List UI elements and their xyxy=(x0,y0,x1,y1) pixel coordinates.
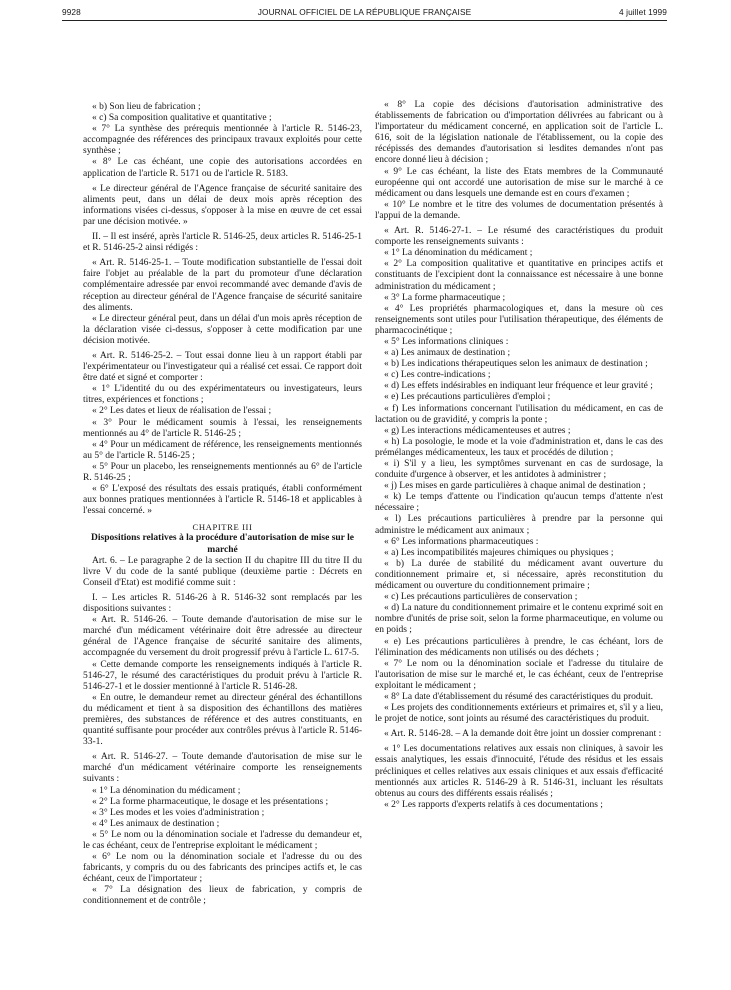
paragraph: Art. 6. – Le paragraphe 2 de la section II du chapitre III du titre II du livre V du code de la santé publique (deuxième partie : Décrets en Conseil d'Etat) est modifié comme suit : xyxy=(83,555,362,588)
paragraph: « c) Sa composition qualitative et quantitative ; xyxy=(92,113,272,124)
chapter-heading: CHAPITRE III xyxy=(192,522,253,533)
paragraph: « 7° Le nom ou la dénomination sociale et l'adresse du titulaire de l'autorisation de mise sur le marché et, le cas échéant, ceux de l'entreprise exploitant le médicament ; xyxy=(375,658,663,691)
paragraph: « h) La posologie, le mode et la voie d'administration et, dans le cas des prémélanges médicamenteux, les taux et procédés de dilution ; xyxy=(375,436,663,458)
paragraph: « 6° L'exposé des résultats des essais pratiqués, établi conformément aux bonnes pratiques mentionnées à l'article R. 5146-18 et applicables à l'essai concerné. » xyxy=(83,484,362,517)
paragraph: « c) Les précautions particulières de conservation ; xyxy=(384,592,578,603)
paragraph: « Les projets des conditionnements extérieurs et primaires et, s'il y a lieu, le projet de notice, sont joints au résumé des caractéristiques du produit. xyxy=(375,703,663,725)
paragraph: « 2° La composition qualitative et quantitative en principes actifs et constituants de l'excipient dont la connaissance est nécessaire à une bonne administration du médicament ; xyxy=(375,259,663,292)
paragraph: « 4° Pour un médicament de référence, les renseignements mentionnés au 5° de l'article R. 5146-25 ; xyxy=(83,439,362,461)
paragraph: « 8° Le cas échéant, une copie des autorisations accordées en application de l'article R. 5171 ou de l'article R. 5183. xyxy=(83,157,362,179)
publication-date: 4 juillet 1999 xyxy=(619,7,667,17)
paragraph: « 6° Les informations pharmaceutiques : xyxy=(384,536,539,547)
paragraph: « 2° Les rapports d'experts relatifs à ces documentations ; xyxy=(384,799,603,810)
paragraph: « c) Les contre-indications ; xyxy=(384,370,491,381)
page-number: 9928 xyxy=(62,7,81,17)
paragraph: « 1° La dénomination du médicament ; xyxy=(92,785,241,796)
paragraph: « 5° Le nom ou la dénomination sociale et l'adresse du demandeur et, le cas échéant, ceux de l'entreprise exploitant le médicament ; xyxy=(83,829,362,851)
right-column xyxy=(375,100,663,811)
paragraph: « f) Les informations concernant l'utilisation du médicament, en cas de lactation ou de gravidité, y compris la ponte ; xyxy=(375,403,663,425)
paragraph: « 5° Pour un placebo, les renseignements mentionnés au 6° de l'article R. 5146-25 ; xyxy=(83,461,362,483)
paragraph: « e) Les précautions particulières d'emploi ; xyxy=(384,392,551,403)
paragraph: « 3° Pour le médicament soumis à l'essai, les renseignements mentionnés au 4° de l'article R. 5146-25 ; xyxy=(83,417,362,439)
paragraph: « Art. R. 5146-26. – Toute demande d'autorisation de mise sur le marché d'un médicament vétérinaire doit être adressée au directeur général de l'Agence française de sécurité sanitaire des aliments, accompagnée du versement du droit progressif prévu à l'article L. 617-5. xyxy=(83,615,362,659)
paragraph: « 5° Les informations cliniques : xyxy=(384,336,509,347)
paragraph: « 1° L'identité du ou des expérimentateurs ou investigateurs, leurs titres, expériences et fonctions ; xyxy=(83,384,362,406)
paragraph: « Le directeur général de l'Agence française de sécurité sanitaire des aliments peut, dans un délai de deux mois après réception des informations visées ci-dessus, s'opposer à la mise en œuvre de cet essai par une décision motivée. » xyxy=(83,183,362,227)
paragraph: « 3° La forme pharmaceutique ; xyxy=(384,292,506,303)
paragraph: « 4° Les propriétés pharmacologiques et, dans la mesure où ces renseignements sont utiles pour l'utilisation thérapeutique, des éléments de pharmacocinétique ; xyxy=(375,303,663,336)
paragraph: « b) Son lieu de fabrication ; xyxy=(92,102,201,112)
paragraph: « g) Les interactions médicamenteuses et autres ; xyxy=(384,425,571,436)
paragraph: « Art. R. 5146-27. – Toute demande d'autorisation de mise sur le marché d'un médicament vétérinaire comporte les renseignements suivants : xyxy=(83,752,362,785)
paragraph: « d) Les effets indésirables en indiquant leur fréquence et leur gravité ; xyxy=(384,381,653,392)
paragraph: « 7° La synthèse des prérequis mentionnée à l'article R. 5146-23, accompagnée des références des principaux travaux exploités pour cette synthèse ; xyxy=(83,124,362,157)
paragraph: « Le directeur général peut, dans un délai d'un mois après réception de la déclaration visée ci-dessus, s'opposer à cette modification par une décision motivée. xyxy=(83,313,362,346)
paragraph: « a) Les animaux de destination ; xyxy=(384,348,511,359)
header-rule xyxy=(62,20,667,21)
journal-title: JOURNAL OFFICIEL DE LA RÉPUBLIQUE FRANÇAISE xyxy=(257,7,472,17)
paragraph: « a) Les incompatibilités majeures chimiques ou physiques ; xyxy=(384,547,614,558)
paragraph: « d) La nature du conditionnement primaire et le contenu exprimé soit en nombre d'unités de prise soit, selon la forme pharmaceutique, en volume ou en poids ; xyxy=(375,603,663,636)
paragraph: « Art. R. 5146-25-1. – Toute modification substantielle de l'essai doit faire l'objet au préalable de la part du promoteur d'une déclaration complémentaire adressée par envoi recommandé avec demande d'avis de réception au directeur général de l'Agence française de sécurité sanitaire des aliments. xyxy=(83,258,362,313)
page-header xyxy=(62,7,667,21)
paragraph: II. – Il est inséré, après l'article R. 5146-25, deux articles R. 5146-25-1 et R. 5146-25-2 ainsi rédigés : xyxy=(83,232,362,254)
paragraph: « Art. R. 5146-28. – A la demande doit être joint un dossier comprenant : xyxy=(384,729,662,740)
paragraph: « 2° Les dates et lieux de réalisation de l'essai ; xyxy=(92,406,272,417)
paragraph: « Art. R. 5146-25-2. – Tout essai donne lieu à un rapport établi par l'expérimentateur ou l'investigateur qui a réalisé cet essai. Ce rapport doit être daté et signé et comporter : xyxy=(83,350,362,384)
paragraph: « 6° Le nom ou la dénomination sociale et l'adresse du ou des fabricants, y compris du ou des fabricants des principes actifs et, le cas échéant, ceux de l'importateur ; xyxy=(83,852,362,885)
paragraph: « b) Les indications thérapeutiques selon les animaux de destination ; xyxy=(384,359,648,370)
paragraph: « 8° La copie des décisions d'autorisation administrative des établissements de fabrication ou d'importation délivrées au fabricant ou à l'importateur du médicament concerné, en application soit de l'article L. 616, soit de la législation nationale de l'établissement, ou la copie des récépissés des demandes d'autorisation si lesdites demandes n'ont pas encore donné lieu à décision ; xyxy=(375,100,663,166)
paragraph: « 8° La date d'établissement du résumé des caractéristiques du produit. xyxy=(384,691,654,702)
paragraph: « b) La durée de stabilité du médicament avant ouverture du conditionnement primaire et, si nécessaire, après reconstitution du médicament ou ouverture du conditionnement primaire ; xyxy=(375,558,663,592)
paragraph: « e) Les précautions particulières à prendre, le cas échéant, lors de l'élimination des médicaments non utilisés ou des déchets ; xyxy=(375,636,663,658)
paragraph: « En outre, le demandeur remet au directeur général des échantillons du médicament et tient à sa disposition des échantillons des matières premières, des substances de référence et des autres constituants, en quantité suffisante pour procéder aux contrôles prévus à l'article R. 5146-33-1. xyxy=(83,692,362,748)
paragraph: « 7° La désignation des lieux de fabrication, y compris de conditionnement et de contrôle ; xyxy=(83,885,362,907)
paragraph: « 10° Le nombre et le titre des volumes de documentation présentés à l'appui de la demande. xyxy=(375,199,663,221)
paragraph: « 9° Le cas échéant, la liste des Etats membres de la Communauté européenne qui ont accordé une autorisation de mise sur le marché à ce médicament ou dans lesquels une demande est en cours d'examen ; xyxy=(375,166,663,199)
paragraph: « j) Les mises en garde particulières à chaque animal de destination ; xyxy=(384,481,646,492)
paragraph: « Art. R. 5146-27-1. – Le résumé des caractéristiques du produit comporte les renseignements suivants : xyxy=(375,226,663,248)
left-column xyxy=(83,102,362,908)
paragraph: « 2° La forme pharmaceutique, le dosage et les présentations ; xyxy=(92,796,329,807)
paragraph: « l) Les précautions particulières à prendre par la personne qui administre le médicament aux animaux ; xyxy=(375,514,663,536)
paragraph: « 1° La dénomination du médicament ; xyxy=(384,248,533,259)
paragraph: « i) S'il y a lieu, les symptômes survenant en cas de surdosage, la conduite d'urgence à observer, et les antidotes à administrer ; xyxy=(375,459,663,481)
paragraph: I. – Les articles R. 5146-26 à R. 5146-32 sont remplacés par les dispositions suivantes : xyxy=(83,592,362,615)
paragraph: « k) Le temps d'attente ou l'indication qu'aucun temps d'attente n'est nécessaire ; xyxy=(375,492,663,514)
paragraph: « 3° Les modes et les voies d'administration ; xyxy=(92,807,265,818)
paragraph: « Cette demande comporte les renseignements indiqués à l'article R. 5146-27, le résumé des caractéristiques du produit prévu à l'article R. 5146-27-1 et le dossier mentionné à l'article R. 5146-28. xyxy=(83,659,362,692)
paragraph: « 4° Les animaux de destination ; xyxy=(92,818,220,829)
paragraph: « 1° Les documentations relatives aux essais non cliniques, à savoir les essais analytiques, les essais d'innocuité, l'étude des résidus et les essais précliniques et celles relatives aux essais cliniques et aux essais d'efficacité mentionnés aux articles R. 5146-29 à R. 5146-31, incluant les résultats obtenus au cours des différents essais réalisés ; xyxy=(375,744,663,799)
section-title: Dispositions relatives à la procédure d'autorisation de mise sur le marché xyxy=(91,533,354,555)
